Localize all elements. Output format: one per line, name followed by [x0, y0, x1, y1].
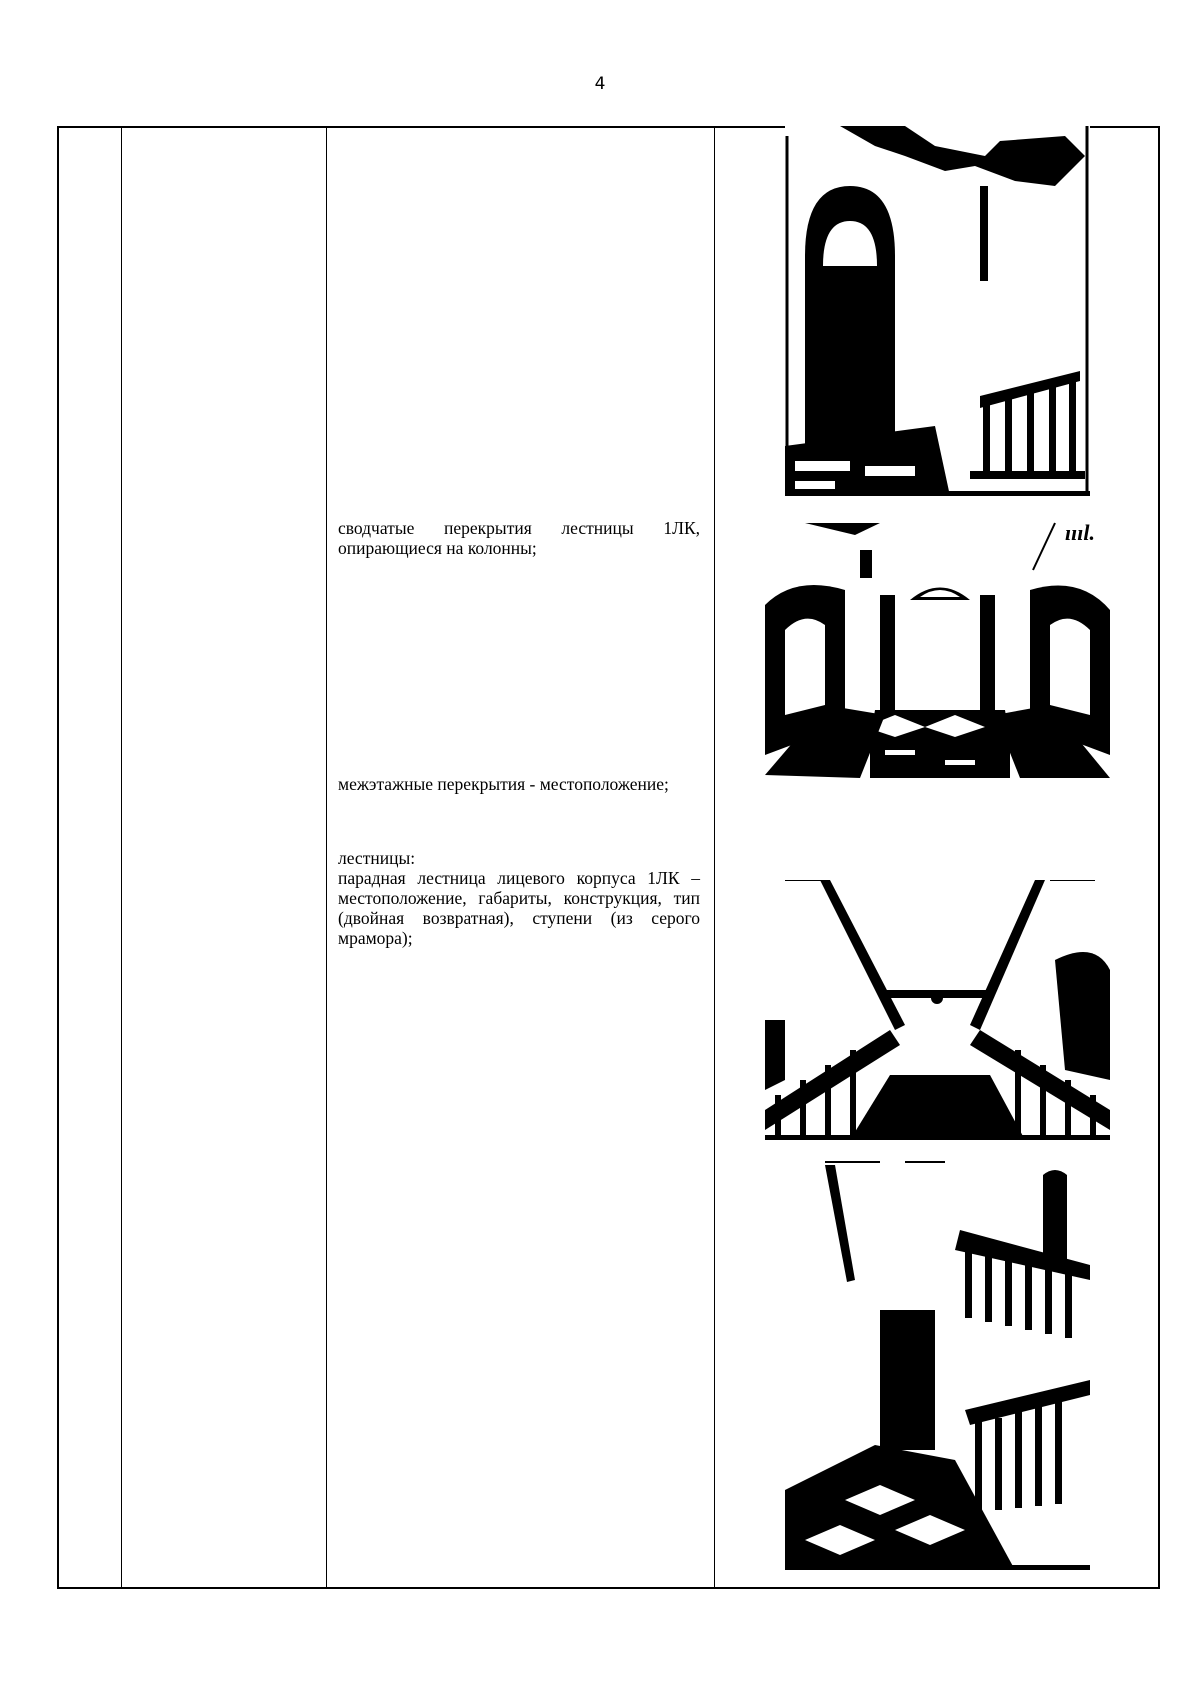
arched-door-stair-photo	[785, 126, 1090, 496]
vaults-description: сводчатые перекрытия лестницы 1ЛК, опирающиеся на колонны;	[338, 518, 700, 558]
staircase-corridor-photo	[765, 880, 1110, 1140]
column-divider	[714, 128, 715, 1587]
floors-description: межэтажные перекрытия - местоположение;	[338, 774, 669, 794]
column-divider	[326, 128, 327, 1587]
svg-text:ıııl.: ıııl.	[1065, 520, 1095, 545]
page-number: 4	[594, 74, 606, 94]
stair-railing-photo	[785, 1160, 1090, 1570]
vaulted-landing-photo	[765, 515, 1110, 778]
column-divider	[121, 128, 122, 1587]
main-stair-description: парадная лестница лицевого корпуса 1ЛК – местоположение, габариты, конструкция, тип (двойная возвратная), ступени (из серого мрамора);	[338, 868, 700, 948]
stairs-heading: лестницы:	[338, 848, 416, 868]
